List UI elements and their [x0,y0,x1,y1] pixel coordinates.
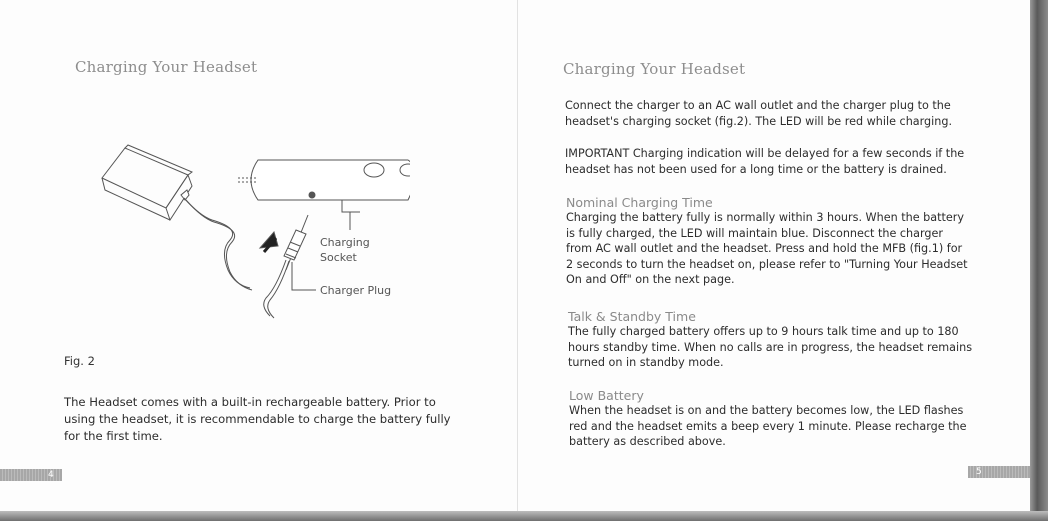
page-number: 5 [976,467,982,477]
page-number-tab-left [0,469,62,481]
section-body-low-battery: When the headset is on and the battery becomes low, the LED flashes red and the headset emits a beep every 1 minute. Please recharge the battery as described above. [569,404,967,448]
figure-caption: Fig. 2 [64,354,95,368]
scan-edge-bottom [0,511,1048,521]
section-body-nominal-charging: Charging the battery fully is normally within 3 hours. When the battery is fully charged, the LED will maintain blue. Disconnect the charger from AC wall outlet and the headset. Press and hold the MFB (fig.1) for 2 seconds to turn the headset on, please refer to "Turning Your Headset On and Off" on the next page. [566,211,968,286]
important-note: IMPORTANT Charging indication will be delayed for a few seconds if the headset has not been used for a long time or the battery is drained. [565,147,965,176]
page-number: 4 [48,470,54,480]
charging-socket-label: Charging Socket [320,236,370,264]
charger-plug-label: Charger Plug [320,284,392,297]
charger-adapter-icon [102,145,252,290]
right-page-title: Charging Your Headset [563,60,746,78]
left-page-title: Charging Your Headset [75,58,258,76]
scan-edge-right [1030,0,1048,521]
section-body-talk-standby: The fully charged battery offers up to 9 hours talk time and up to 180 hours standby time. When no calls are in progress, the headset remains turned on in standby mode. [568,325,973,369]
headset-icon [238,160,410,212]
charger-plug-icon [264,215,316,318]
left-body-paragraph: The Headset comes with a built-in rechargeable battery. Prior to using the headset, it is recommendable to charge the battery fully for the first time. [64,395,451,443]
page-number-tab-right [968,466,1030,478]
intro-paragraph: Connect the charger to an AC wall outlet and the charger plug to the headset's charging socket (fig.2). The LED will be red while charging. [565,99,952,128]
section-heading-low-battery: Low Battery [569,388,644,403]
section-heading-nominal-charging: Nominal Charging Time [566,195,713,210]
page-fold [517,0,518,512]
section-heading-talk-standby: Talk & Standby Time [568,309,696,324]
